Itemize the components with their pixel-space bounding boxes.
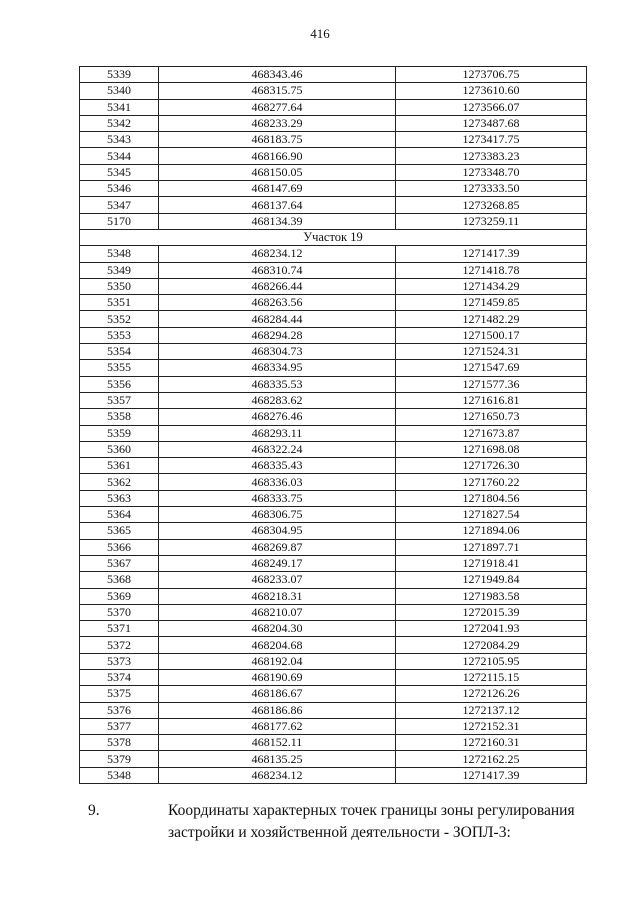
point-number-cell: 5170	[80, 213, 159, 229]
y-coordinate-cell: 1271894.06	[396, 523, 587, 539]
point-number-cell: 5375	[80, 686, 159, 702]
y-coordinate-cell: 1273417.75	[396, 132, 587, 148]
x-coordinate-cell: 468343.46	[159, 67, 396, 83]
table-row	[80, 115, 587, 131]
y-coordinate-cell: 1273383.23	[396, 148, 587, 164]
table-row	[80, 409, 587, 425]
x-coordinate-cell: 468135.25	[159, 751, 396, 767]
table-row	[80, 735, 587, 751]
y-coordinate-cell: 1272152.31	[396, 718, 587, 734]
table-row	[80, 669, 587, 685]
point-number-cell: 5366	[80, 539, 159, 555]
y-coordinate-cell: 1271524.31	[396, 344, 587, 360]
y-coordinate-cell: 1272084.29	[396, 637, 587, 653]
point-number-cell: 5370	[80, 604, 159, 620]
table-row	[80, 392, 587, 408]
point-number-cell: 5349	[80, 262, 159, 278]
table-row	[80, 767, 587, 783]
x-coordinate-cell: 468304.73	[159, 344, 396, 360]
x-coordinate-cell: 468315.75	[159, 83, 396, 99]
point-number-cell: 5345	[80, 164, 159, 180]
x-coordinate-cell: 468263.56	[159, 295, 396, 311]
table-row	[80, 83, 587, 99]
point-number-cell: 5342	[80, 115, 159, 131]
point-number-cell: 5368	[80, 572, 159, 588]
table-row	[80, 295, 587, 311]
point-number-cell: 5344	[80, 148, 159, 164]
point-number-cell: 5358	[80, 409, 159, 425]
x-coordinate-cell: 468150.05	[159, 164, 396, 180]
y-coordinate-cell: 1271804.56	[396, 490, 587, 506]
y-coordinate-cell: 1273348.70	[396, 164, 587, 180]
y-coordinate-cell: 1273487.68	[396, 115, 587, 131]
x-coordinate-cell: 468306.75	[159, 507, 396, 523]
point-number-cell: 5360	[80, 441, 159, 457]
point-number-cell: 5374	[80, 669, 159, 685]
y-coordinate-cell: 1273268.85	[396, 197, 587, 213]
y-coordinate-cell: 1271500.17	[396, 327, 587, 343]
x-coordinate-cell: 468304.95	[159, 523, 396, 539]
x-coordinate-cell: 468210.07	[159, 604, 396, 620]
x-coordinate-cell: 468333.75	[159, 490, 396, 506]
table-row	[80, 539, 587, 555]
point-number-cell: 5376	[80, 702, 159, 718]
x-coordinate-cell: 468204.68	[159, 637, 396, 653]
point-number-cell: 5377	[80, 718, 159, 734]
coordinates-table-body	[80, 67, 587, 784]
point-number-cell: 5362	[80, 474, 159, 490]
x-coordinate-cell: 468284.44	[159, 311, 396, 327]
x-coordinate-cell: 468186.86	[159, 702, 396, 718]
y-coordinate-cell: 1272126.26	[396, 686, 587, 702]
table-row	[80, 490, 587, 506]
y-coordinate-cell: 1271726.30	[396, 458, 587, 474]
table-row	[80, 653, 587, 669]
x-coordinate-cell: 468269.87	[159, 539, 396, 555]
point-number-cell: 5359	[80, 425, 159, 441]
x-coordinate-cell: 468204.30	[159, 621, 396, 637]
x-coordinate-cell: 468310.74	[159, 262, 396, 278]
x-coordinate-cell: 468234.12	[159, 767, 396, 783]
x-coordinate-cell: 468137.64	[159, 197, 396, 213]
table-row	[80, 262, 587, 278]
table-row	[80, 99, 587, 115]
y-coordinate-cell: 1271482.29	[396, 311, 587, 327]
section-label: Участок 19	[80, 229, 587, 245]
table-row	[80, 604, 587, 620]
table-row	[80, 702, 587, 718]
table-row	[80, 311, 587, 327]
point-number-cell: 5341	[80, 99, 159, 115]
table-row	[80, 458, 587, 474]
point-number-cell: 5355	[80, 360, 159, 376]
x-coordinate-cell: 468249.17	[159, 555, 396, 571]
y-coordinate-cell: 1271983.58	[396, 588, 587, 604]
point-number-cell: 5373	[80, 653, 159, 669]
table-row	[80, 751, 587, 767]
y-coordinate-cell: 1272041.93	[396, 621, 587, 637]
table-row	[80, 686, 587, 702]
y-coordinate-cell: 1271547.69	[396, 360, 587, 376]
y-coordinate-cell: 1273259.11	[396, 213, 587, 229]
point-number-cell: 5350	[80, 278, 159, 294]
x-coordinate-cell: 468233.29	[159, 115, 396, 131]
x-coordinate-cell: 468177.62	[159, 718, 396, 734]
point-number-cell: 5363	[80, 490, 159, 506]
x-coordinate-cell: 468334.95	[159, 360, 396, 376]
y-coordinate-cell: 1271417.39	[396, 246, 587, 262]
point-number-cell: 5348	[80, 767, 159, 783]
table-row	[80, 621, 587, 637]
coordinates-table	[79, 66, 587, 784]
table-row	[80, 246, 587, 262]
y-coordinate-cell: 1272105.95	[396, 653, 587, 669]
x-coordinate-cell: 468335.53	[159, 376, 396, 392]
x-coordinate-cell: 468234.12	[159, 246, 396, 262]
x-coordinate-cell: 468276.46	[159, 409, 396, 425]
point-number-cell: 5369	[80, 588, 159, 604]
table-row	[80, 67, 587, 83]
page-number: 416	[310, 26, 330, 41]
y-coordinate-cell: 1271827.54	[396, 507, 587, 523]
table-row	[80, 327, 587, 343]
y-coordinate-cell: 1273566.07	[396, 99, 587, 115]
table-row	[80, 523, 587, 539]
y-coordinate-cell: 1271673.87	[396, 425, 587, 441]
table-row	[80, 360, 587, 376]
table-row	[80, 278, 587, 294]
x-coordinate-cell: 468322.24	[159, 441, 396, 457]
table-row	[80, 555, 587, 571]
x-coordinate-cell: 468336.03	[159, 474, 396, 490]
table-row	[80, 344, 587, 360]
y-coordinate-cell: 1271650.73	[396, 409, 587, 425]
point-number-cell: 5348	[80, 246, 159, 262]
table-row	[80, 132, 587, 148]
y-coordinate-cell: 1272137.12	[396, 702, 587, 718]
x-coordinate-cell: 468152.11	[159, 735, 396, 751]
x-coordinate-cell: 468218.31	[159, 588, 396, 604]
point-number-cell: 5356	[80, 376, 159, 392]
point-number-cell: 5357	[80, 392, 159, 408]
y-coordinate-cell: 1271616.81	[396, 392, 587, 408]
table-row	[80, 213, 587, 229]
y-coordinate-cell: 1271459.85	[396, 295, 587, 311]
table-row	[80, 572, 587, 588]
y-coordinate-cell: 1271434.29	[396, 278, 587, 294]
table-row	[80, 425, 587, 441]
y-coordinate-cell: 1272160.31	[396, 735, 587, 751]
x-coordinate-cell: 468335.43	[159, 458, 396, 474]
x-coordinate-cell: 468186.67	[159, 686, 396, 702]
y-coordinate-cell: 1272162.25	[396, 751, 587, 767]
y-coordinate-cell: 1273706.75	[396, 67, 587, 83]
point-number-cell: 5354	[80, 344, 159, 360]
y-coordinate-cell: 1272015.39	[396, 604, 587, 620]
table-row	[80, 637, 587, 653]
point-number-cell: 5365	[80, 523, 159, 539]
table-row	[80, 507, 587, 523]
point-number-cell: 5340	[80, 83, 159, 99]
point-number-cell: 5351	[80, 295, 159, 311]
x-coordinate-cell: 468283.62	[159, 392, 396, 408]
x-coordinate-cell: 468134.39	[159, 213, 396, 229]
table-row	[80, 588, 587, 604]
table-row	[80, 197, 587, 213]
x-coordinate-cell: 468183.75	[159, 132, 396, 148]
table-row	[80, 376, 587, 392]
x-coordinate-cell: 468294.28	[159, 327, 396, 343]
y-coordinate-cell: 1271918.41	[396, 555, 587, 571]
point-number-cell: 5364	[80, 507, 159, 523]
x-coordinate-cell: 468266.44	[159, 278, 396, 294]
y-coordinate-cell: 1271418.78	[396, 262, 587, 278]
y-coordinate-cell: 1271897.71	[396, 539, 587, 555]
point-number-cell: 5346	[80, 181, 159, 197]
point-number-cell: 5367	[80, 555, 159, 571]
point-number-cell: 5347	[80, 197, 159, 213]
point-number-cell: 5361	[80, 458, 159, 474]
y-coordinate-cell: 1271949.84	[396, 572, 587, 588]
y-coordinate-cell: 1271417.39	[396, 767, 587, 783]
table-row	[80, 474, 587, 490]
table-row	[80, 148, 587, 164]
x-coordinate-cell: 468190.69	[159, 669, 396, 685]
y-coordinate-cell: 1271698.08	[396, 441, 587, 457]
point-number-cell: 5353	[80, 327, 159, 343]
point-number-cell: 5343	[80, 132, 159, 148]
x-coordinate-cell: 468192.04	[159, 653, 396, 669]
point-number-cell: 5339	[80, 67, 159, 83]
x-coordinate-cell: 468166.90	[159, 148, 396, 164]
y-coordinate-cell: 1271577.36	[396, 376, 587, 392]
x-coordinate-cell: 468147.69	[159, 181, 396, 197]
point-number-cell: 5372	[80, 637, 159, 653]
x-coordinate-cell: 468233.07	[159, 572, 396, 588]
y-coordinate-cell: 1273610.60	[396, 83, 587, 99]
point-number-cell: 5379	[80, 751, 159, 767]
table-row	[80, 441, 587, 457]
point-number-cell: 5352	[80, 311, 159, 327]
x-coordinate-cell: 468293.11	[159, 425, 396, 441]
section-title: Координаты характерных точек границы зоны регулирования застройки и хозяйственной деятельности - ЗОПЛ-3:	[168, 802, 575, 841]
point-number-cell: 5371	[80, 621, 159, 637]
table-row	[80, 718, 587, 734]
point-number-cell: 5378	[80, 735, 159, 751]
table-row	[80, 181, 587, 197]
y-coordinate-cell: 1272115.15	[396, 669, 587, 685]
x-coordinate-cell: 468277.64	[159, 99, 396, 115]
section-number: 9.	[88, 802, 100, 819]
table-row	[80, 164, 587, 180]
table-section-row	[80, 229, 587, 245]
y-coordinate-cell: 1271760.22	[396, 474, 587, 490]
y-coordinate-cell: 1273333.50	[396, 181, 587, 197]
